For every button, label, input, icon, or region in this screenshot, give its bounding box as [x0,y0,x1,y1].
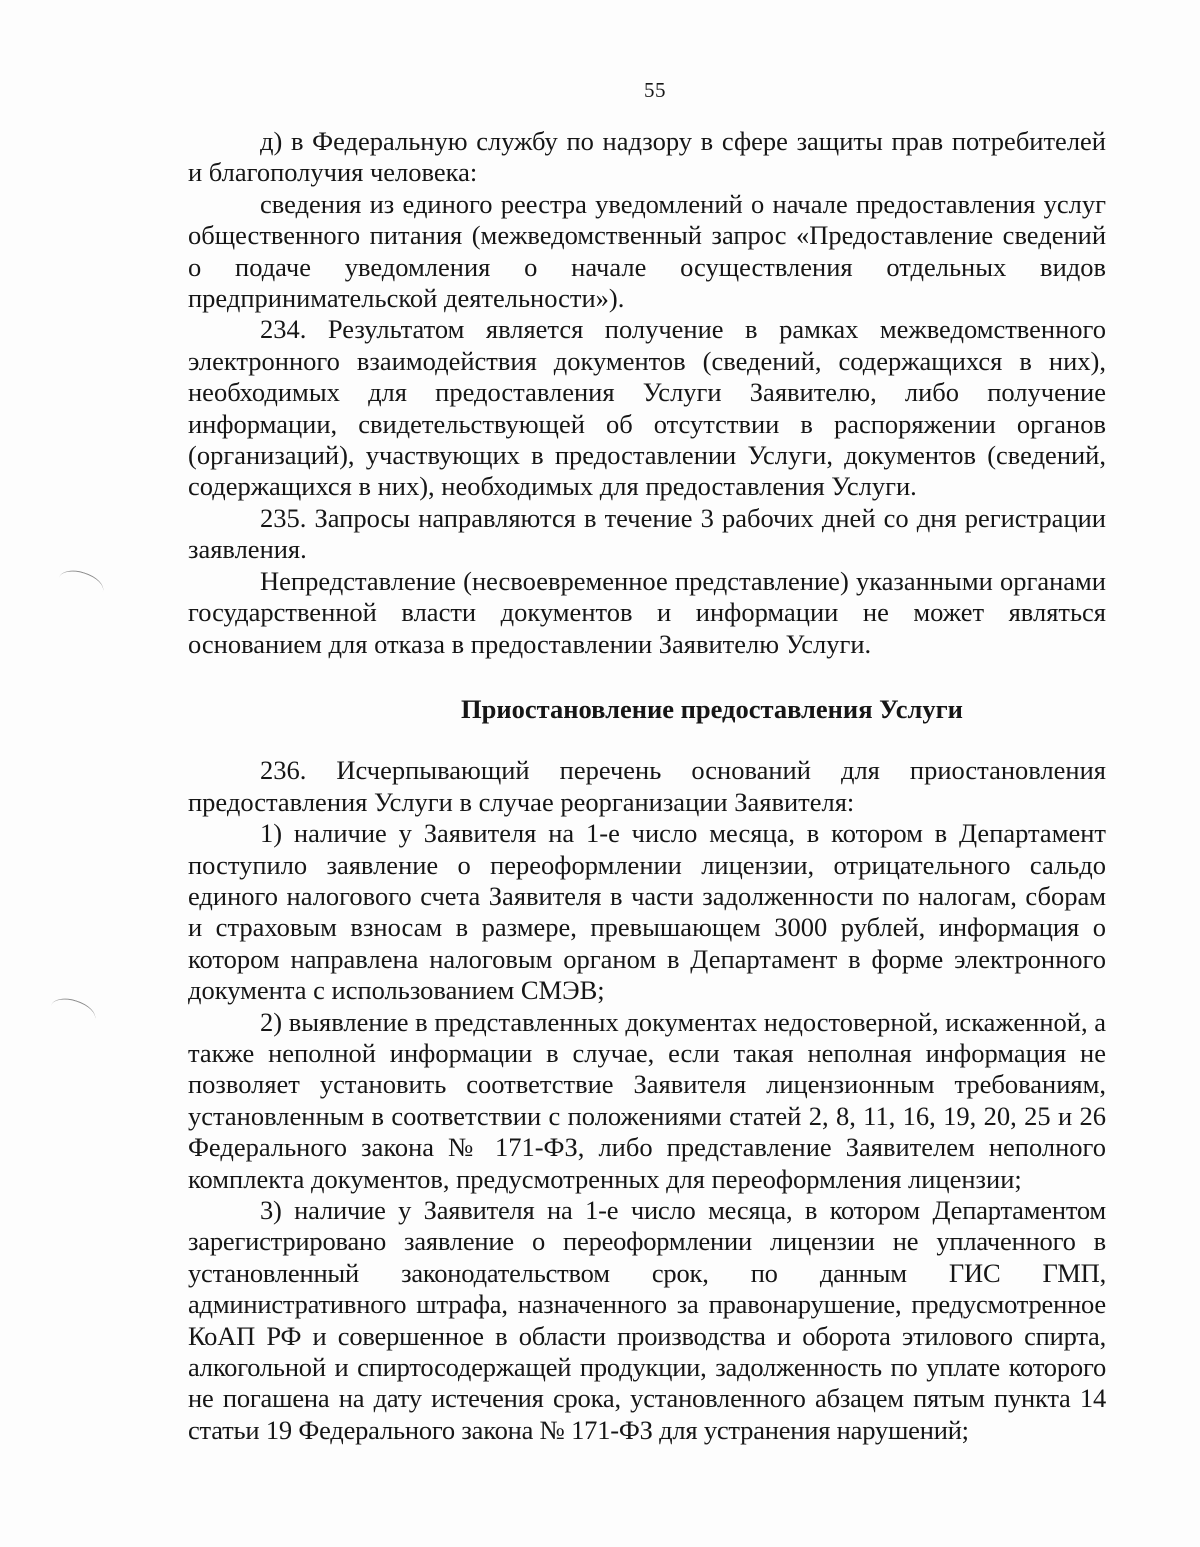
paragraph-item-2: 2) выявление в представленных документах недостоверной, искаженной, а также неполной информации в случае, если такая неполная информация не позволяет установить соответствие Заявителя лицензионным требованиям, установленным в соответствии с положениями статей 2, 8, 11, 16, 19, 20, 25 и 26 Федерального закона № 171-ФЗ, либо представление Заявителем неполного комплекта документов, предусмотренных для переоформления лицензии; [188,1006,1106,1194]
paragraph-item-d: д) в Федеральную службу по надзору в сфере защиты прав потребителей и благополучия человека: [188,126,1106,188]
paragraph-item-1: 1) наличие у Заявителя на 1-е число месяца, в котором в Департамент поступило заявление о переоформлении лицензии, отрицательного сальдо единого налогового счета Заявителя в части задолженности по налогам, сборам и страховым взносам в размере, превышающем 3000 рублей, информация о котором направлена налоговым органом в Департамент в форме электронного документа с использованием СМЭВ; [188,818,1106,1006]
paragraph-236: 236. Исчерпывающий перечень оснований для приостановления предоставления Услуги в случае реорганизации Заявителя: [188,755,1106,817]
paragraph-234: 234. Результатом является получение в рамках межведомственного электронного взаимодействия документов (сведений, содержащихся в них), необходимых для предоставления Услуги Заявителю, либо получение информации, свидетельствующей об отсутствии в распоряжении органов (организаций), участвующих в предоставлении Услуги, документов (сведений, содержащихся в них), необходимых для предоставления Услуги. [188,314,1106,502]
paragraph-235: 235. Запросы направляются в течение 3 рабочих дней со дня регистрации заявления. [188,502,1106,565]
page-number: 55 [644,78,666,102]
section-heading: Приостановление предоставления Услуги [461,693,963,724]
paragraph-item-3: 3) наличие у Заявителя на 1-е число месяца, в котором Департаментом зарегистрировано заявление о переоформлении лицензии не уплаченного в установленный законодательством срок, по данным ГИС ГМП, административного штрафа, назначенного за правонарушение, предусмотренное КоАП РФ и совершенное в области производства и оборота этилового спирта, алкогольной и спиртосодержащей продукции, задолженность по уплате которого не погашена на дату истечения срока, установленного абзацем пятым пункта 14 статьи 19 Федерального закона № 171-ФЗ для устранения нарушений; [188,1195,1106,1445]
scan-artifact-mark [47,994,98,1032]
paragraph-non-submission: Непредставление (несвоевременное представление) указанными органами государственной власти документов и информации не может являться основанием для отказа в предоставлении Заявителю Услуги. [188,565,1106,659]
document-body [188,126,1106,1446]
paragraph-registry-info: сведения из единого реестра уведомлений о начале предоставления услуг общественного питания (межведомственный запрос «Предоставление сведений о подаче уведомления о начале осуществления отдельных видов предпринимательской деятельности»). [188,188,1106,314]
scan-artifact-mark [55,566,106,604]
